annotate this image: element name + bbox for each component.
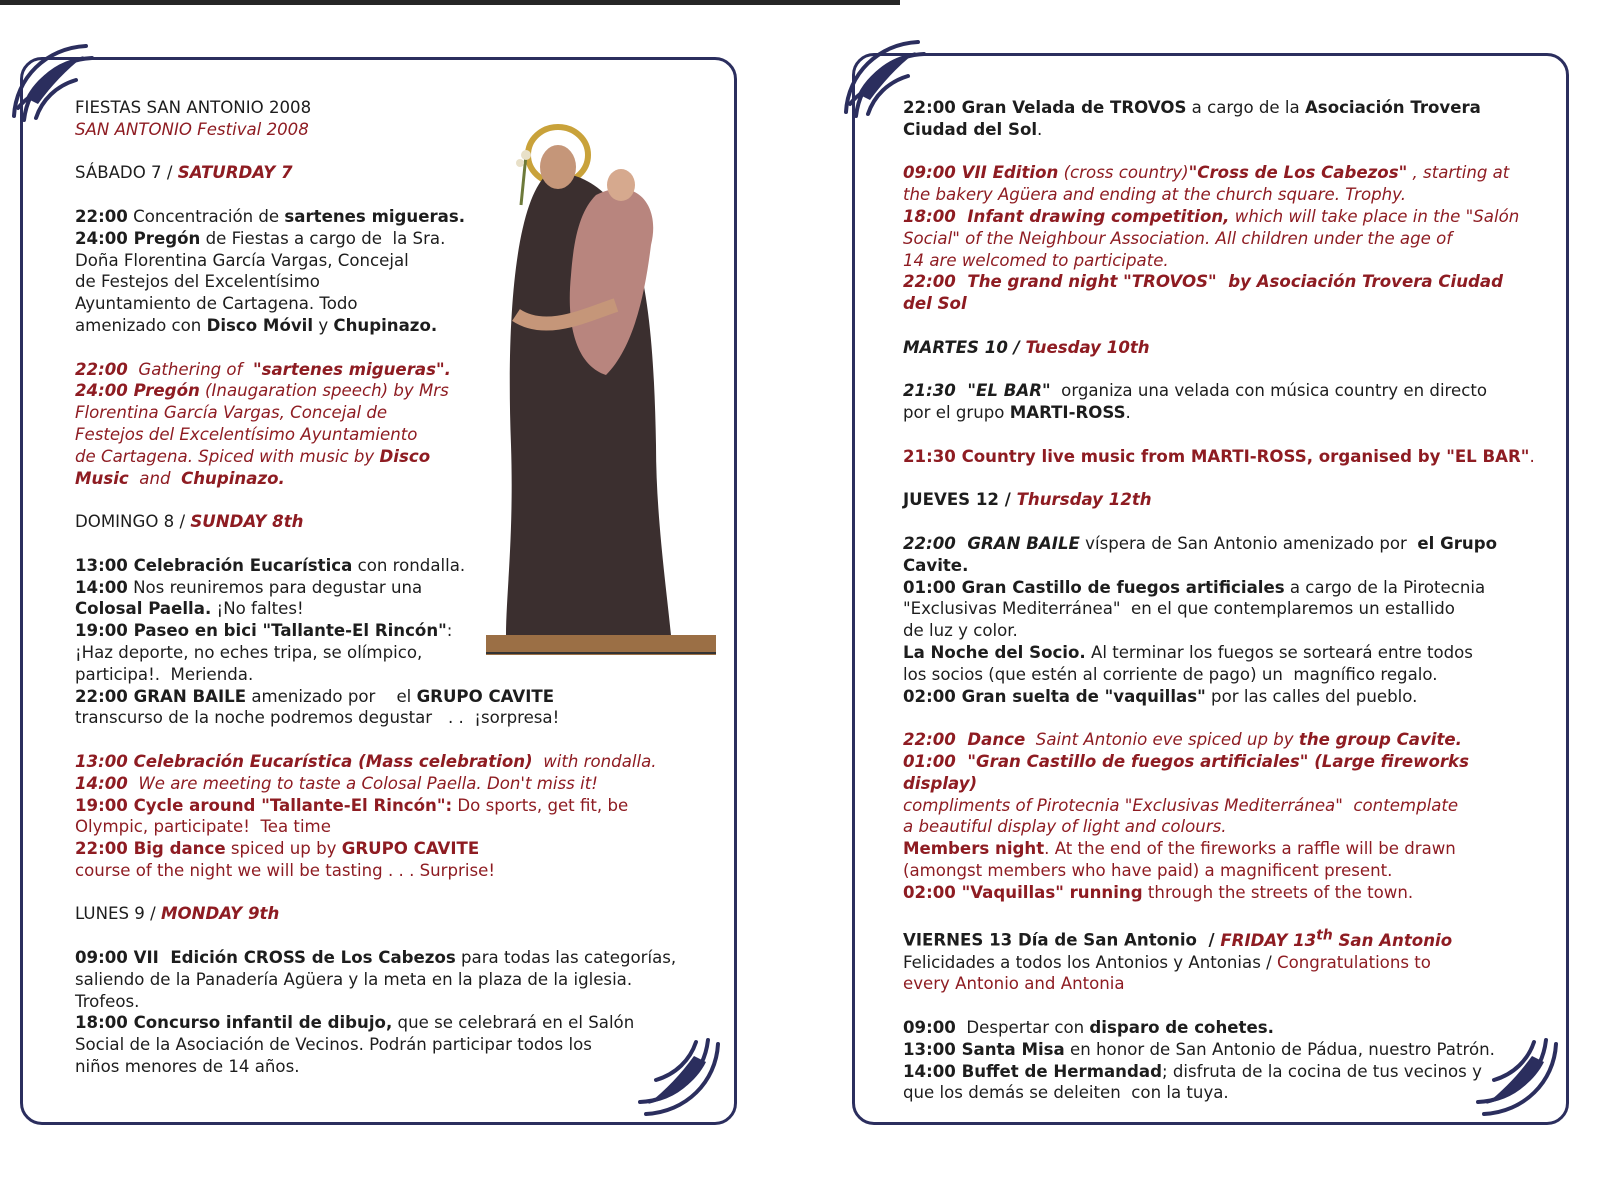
tuesday-es-block: 21:30 "EL BAR" organiza una velada con música country en directo por el grupo MARTI-ROSS. <box>903 381 1487 423</box>
saturday-es-block: 22:00 Concentración de sartenes migueras. 24:00 Pregón de Fiestas a cargo de la Sra. Doña Florentina García Vargas, Concejal de Festejos del Excelentísimo Ayuntamiento de Cartagena. Todo amenizado con Disco Móvil y Chupinazo. <box>75 206 466 335</box>
left-column <box>75 97 715 1078</box>
monday-heading: LUNES 9 / MONDAY 9th <box>75 904 280 924</box>
monday-es-block: 09:00 VII Edición CROSS de Los Cabezos para todas las categorías, saliendo de la Panadería Agüera y la meta en la plaza de la iglesia. Trofeos. 18:00 Concurso infantil de dibujo, que se celebrará en el Salón Social de la Asociación de Vecinos. Podrán participar todos los niños menores de 14 años. <box>75 948 677 1077</box>
thursday-heading: JUEVES 12 / Thursday 12th <box>903 490 1152 510</box>
friday-program-block: 09:00 Despertar con disparo de cohetes. 13:00 Santa Misa en honor de San Antonio de Pádua, nuestro Patrón. 14:00 Buffet de Hermandad; disfruta de la cocina de tus vecinos y que los demás se deleiten con la tuya. <box>903 1018 1495 1103</box>
trovos-block: 22:00 Gran Velada de TROVOS a cargo de la Asociación Trovera Ciudad del Sol. <box>903 98 1481 139</box>
saturday-heading: SÁBADO 7 / SATURDAY 7 <box>75 163 293 183</box>
sunday-en-block: 13:00 Celebración Eucarística (Mass celebration) with rondalla. 14:00 We are meeting to taste a Colosal Paella. Don't miss it! 19:00 Cycle around "Tallante-El Rincón": Do sports, get fit, be Olympic, participate! Tea time 22:00 Big dance spiced up by GRUPO CAVITE course of the night we will be tasting . . . Surprise! <box>75 751 657 880</box>
thursday-en-block: 22:00 Dance Saint Antonio eve spiced up by the group Cavite. 01:00 "Gran Castillo de fuegos artificiales" (Large fireworks display) compliments of Pirotecnia "Exclusivas Mediterránea" contemplate a beautiful display of light and colours. Members night. At the end of the fireworks a raffle will be drawn (amongst members who have paid) a magnificent present. 02:00 "Vaquillas" running through the streets of the town. <box>903 730 1475 902</box>
tuesday-heading: MARTES 10 / Tuesday 10th <box>903 337 1150 357</box>
thursday-es-block: 22:00 GRAN BAILE víspera de San Antonio amenizado por el Grupo Cavite. 01:00 Gran Castillo de fuegos artificiales a cargo de la Pirotecnia "Exclusivas Mediterránea" en el que contemplaremos un estallido de luz y color. La Noche del Socio. Al terminar los fuegos se sorteará entre todos los socios (que estén al corriente de pago) un magnífico regalo. 02:00 Gran suelta de "vaquillas" por las calles del pueblo. <box>903 533 1497 706</box>
sunday-heading: DOMINGO 8 / SUNDAY 8th <box>75 512 304 532</box>
sunday-es-block: 13:00 Celebración Eucarística con rondalla. 14:00 Nos reuniremos para degustar una Colosal Paella. ¡No faltes! 19:00 Paseo en bici "Tallante-El Rincón": ¡Haz deporte, no eches tripa, se olímpico, participa!. Merienda. 22:00 GRAN BAILE amenizado por el GRUPO CAVITE transcurso de la noche podremos degustar . . ¡sorpresa! <box>75 555 560 728</box>
festival-title-block <box>75 97 715 141</box>
friday-block: VIERNES 13 Día de San Antonio / FRIDAY 13th San Antonio Felicidades a todos los Antonios y Antonias / Congratulations to every Antonio and Antonia <box>903 927 1453 994</box>
monday-en-block: 09:00 VII Edition (cross country)"Cross de Los Cabezos" , starting at the bakery Agüera and ending at the church square. Trophy. 18:00 Infant drawing competition, which will take place in the "Salón Social" of the Neighbour Association. All children under the age of 14 are welcomed to participate. 22:00 The grand night "TROVOS" by Asociación Trovera Ciudad del Sol <box>903 163 1520 314</box>
tuesday-en-block: 21:30 Country live music from MARTI-ROSS, organised by "EL BAR". <box>903 446 1535 466</box>
saturday-en-block: 22:00 Gathering of "sartenes migueras". 24:00 Pregón (Inaugaration speech) by Mrs Florentina García Vargas, Concejal de Festejos del Excelentísimo Ayuntamiento de Cartagena. Spiced with music by Disco Music and Chupinazo. <box>75 359 451 488</box>
festival-title: FIESTAS SAN ANTONIO 2008 <box>75 98 312 117</box>
right-column <box>903 97 1543 1104</box>
top-scan-bar <box>0 0 900 5</box>
festival-subtitle: SAN ANTONIO Festival 2008 <box>75 119 309 139</box>
